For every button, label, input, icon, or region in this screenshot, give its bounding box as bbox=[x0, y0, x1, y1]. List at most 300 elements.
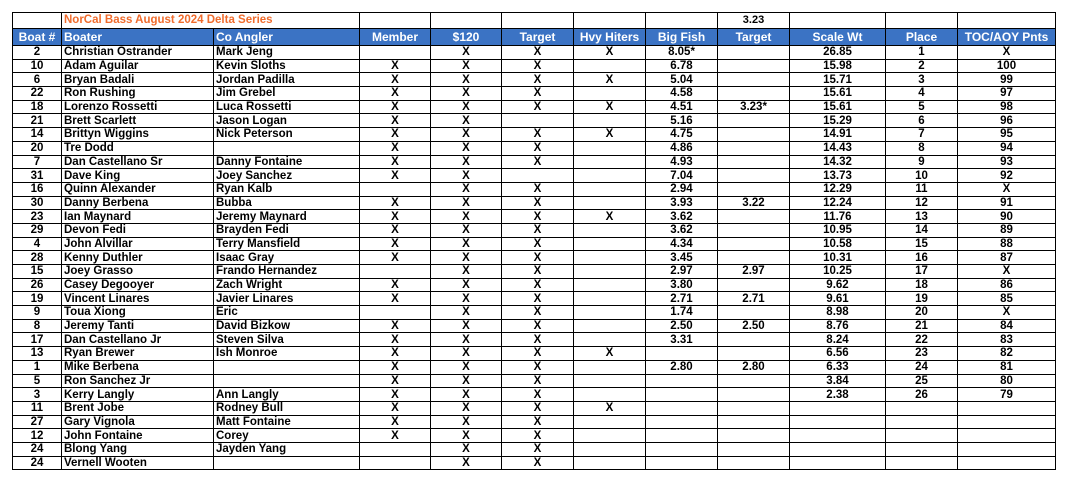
points-cell: X bbox=[958, 265, 1056, 279]
table-row bbox=[13, 169, 1056, 183]
target-2-cell bbox=[718, 456, 790, 470]
table-row bbox=[13, 319, 1056, 333]
points-cell: 89 bbox=[958, 223, 1056, 237]
member-cell: X bbox=[360, 210, 431, 224]
place-cell bbox=[886, 429, 958, 443]
fee-paid-cell: X bbox=[431, 59, 502, 73]
target-cell: X bbox=[502, 442, 574, 456]
fee-paid-cell: X bbox=[431, 306, 502, 320]
scale-wt-cell bbox=[790, 401, 886, 415]
big-fish-cell: 4.34 bbox=[646, 237, 718, 251]
boater-cell: Ron Rushing bbox=[62, 87, 214, 101]
boater-cell: Brett Scarlett bbox=[62, 114, 214, 128]
target-cell: X bbox=[502, 292, 574, 306]
member-cell: X bbox=[360, 401, 431, 415]
target-cell: X bbox=[502, 319, 574, 333]
scale-wt-cell: 8.24 bbox=[790, 333, 886, 347]
big-fish-cell: 5.16 bbox=[646, 114, 718, 128]
place-cell: 8 bbox=[886, 141, 958, 155]
boater-cell: Dave King bbox=[62, 169, 214, 183]
col-header-target-2: Target bbox=[718, 29, 790, 46]
col-header-place: Place bbox=[886, 29, 958, 46]
points-cell: 94 bbox=[958, 141, 1056, 155]
co-angler-cell: Ann Langly bbox=[214, 388, 360, 402]
big-fish-cell bbox=[646, 442, 718, 456]
place-cell: 21 bbox=[886, 319, 958, 333]
big-fish-cell: 2.97 bbox=[646, 265, 718, 279]
target-cell bbox=[502, 169, 574, 183]
col-header-boater: Boater bbox=[62, 29, 214, 46]
fee-paid-cell: X bbox=[431, 388, 502, 402]
place-cell: 26 bbox=[886, 388, 958, 402]
target-2-cell: 3.23* bbox=[718, 100, 790, 114]
fee-paid-cell: X bbox=[431, 87, 502, 101]
boat-number-cell: 21 bbox=[13, 114, 62, 128]
blank-cell bbox=[646, 13, 718, 29]
points-cell: 97 bbox=[958, 87, 1056, 101]
boat-number-cell: 24 bbox=[13, 456, 62, 470]
member-cell bbox=[360, 456, 431, 470]
table-row bbox=[13, 100, 1056, 114]
points-cell bbox=[958, 442, 1056, 456]
boater-cell: John Alvillar bbox=[62, 237, 214, 251]
target-cell: X bbox=[502, 429, 574, 443]
target-2-cell bbox=[718, 223, 790, 237]
boat-number-cell: 1 bbox=[13, 360, 62, 374]
place-cell: 11 bbox=[886, 182, 958, 196]
big-fish-cell: 4.75 bbox=[646, 128, 718, 142]
place-cell: 15 bbox=[886, 237, 958, 251]
co-angler-cell bbox=[214, 374, 360, 388]
col-header-big-fish: Big Fish bbox=[646, 29, 718, 46]
scale-wt-cell: 9.62 bbox=[790, 278, 886, 292]
place-cell: 14 bbox=[886, 223, 958, 237]
boater-cell: Lorenzo Rossetti bbox=[62, 100, 214, 114]
table-row bbox=[13, 87, 1056, 101]
scale-wt-cell: 14.32 bbox=[790, 155, 886, 169]
hvy-hiters-cell bbox=[574, 360, 646, 374]
target-cell: X bbox=[502, 46, 574, 60]
table-row bbox=[13, 73, 1056, 87]
member-cell: X bbox=[360, 347, 431, 361]
points-cell: 98 bbox=[958, 100, 1056, 114]
table-row bbox=[13, 388, 1056, 402]
points-cell bbox=[958, 429, 1056, 443]
table-row bbox=[13, 374, 1056, 388]
target-2-cell bbox=[718, 169, 790, 183]
member-cell bbox=[360, 46, 431, 60]
points-cell bbox=[958, 401, 1056, 415]
boat-number-cell: 13 bbox=[13, 347, 62, 361]
points-cell: 100 bbox=[958, 59, 1056, 73]
hvy-hiters-cell bbox=[574, 223, 646, 237]
place-cell: 9 bbox=[886, 155, 958, 169]
big-fish-cell: 2.71 bbox=[646, 292, 718, 306]
table-row bbox=[13, 251, 1056, 265]
co-angler-cell: Luca Rossetti bbox=[214, 100, 360, 114]
co-angler-cell: Jeremy Maynard bbox=[214, 210, 360, 224]
co-angler-cell: Nick Peterson bbox=[214, 128, 360, 142]
big-fish-cell: 1.74 bbox=[646, 306, 718, 320]
place-cell: 25 bbox=[886, 374, 958, 388]
boat-number-cell: 12 bbox=[13, 429, 62, 443]
co-angler-cell bbox=[214, 360, 360, 374]
hvy-hiters-cell: X bbox=[574, 73, 646, 87]
big-fish-cell: 2.80 bbox=[646, 360, 718, 374]
big-fish-cell: 3.62 bbox=[646, 210, 718, 224]
co-angler-cell bbox=[214, 141, 360, 155]
boat-number-cell: 16 bbox=[13, 182, 62, 196]
table-row bbox=[13, 306, 1056, 320]
boater-cell: Dan Castellano Sr bbox=[62, 155, 214, 169]
target-2-cell bbox=[718, 87, 790, 101]
scale-wt-cell: 15.61 bbox=[790, 100, 886, 114]
table-row bbox=[13, 333, 1056, 347]
place-cell: 23 bbox=[886, 347, 958, 361]
scale-wt-cell: 6.56 bbox=[790, 347, 886, 361]
target-2-cell: 2.71 bbox=[718, 292, 790, 306]
fee-paid-cell: X bbox=[431, 223, 502, 237]
boater-cell: Brent Jobe bbox=[62, 401, 214, 415]
blank-cell bbox=[958, 13, 1056, 29]
header-row bbox=[13, 29, 1056, 46]
scale-wt-cell: 12.24 bbox=[790, 196, 886, 210]
fee-paid-cell: X bbox=[431, 265, 502, 279]
boat-number-cell: 23 bbox=[13, 210, 62, 224]
hvy-hiters-cell bbox=[574, 319, 646, 333]
scale-wt-cell: 15.61 bbox=[790, 87, 886, 101]
target-2-cell bbox=[718, 415, 790, 429]
boat-number-cell: 11 bbox=[13, 401, 62, 415]
place-cell: 6 bbox=[886, 114, 958, 128]
target-2-cell bbox=[718, 278, 790, 292]
scale-wt-cell: 10.31 bbox=[790, 251, 886, 265]
target-2-cell bbox=[718, 114, 790, 128]
member-cell: X bbox=[360, 333, 431, 347]
points-cell: 81 bbox=[958, 360, 1056, 374]
fee-paid-cell: X bbox=[431, 442, 502, 456]
place-cell bbox=[886, 401, 958, 415]
table-row bbox=[13, 210, 1056, 224]
hvy-hiters-cell bbox=[574, 456, 646, 470]
target-2-cell bbox=[718, 429, 790, 443]
scale-wt-cell bbox=[790, 415, 886, 429]
fee-paid-cell: X bbox=[431, 182, 502, 196]
scale-wt-cell bbox=[790, 456, 886, 470]
boater-cell: Christian Ostrander bbox=[62, 46, 214, 60]
boat-number-cell: 7 bbox=[13, 155, 62, 169]
boater-cell: Dan Castellano Jr bbox=[62, 333, 214, 347]
co-angler-cell: Ryan Kalb bbox=[214, 182, 360, 196]
boater-cell: Ian Maynard bbox=[62, 210, 214, 224]
target-cell: X bbox=[502, 415, 574, 429]
target-cell: X bbox=[502, 333, 574, 347]
boater-cell: Danny Berbena bbox=[62, 196, 214, 210]
boat-number-cell: 27 bbox=[13, 415, 62, 429]
scale-wt-cell: 9.61 bbox=[790, 292, 886, 306]
target-cell: X bbox=[502, 265, 574, 279]
boater-cell: Devon Fedi bbox=[62, 223, 214, 237]
target-cell: X bbox=[502, 374, 574, 388]
table-row bbox=[13, 415, 1056, 429]
points-cell: 84 bbox=[958, 319, 1056, 333]
co-angler-cell: Ish Monroe bbox=[214, 347, 360, 361]
table-row bbox=[13, 141, 1056, 155]
table-row bbox=[13, 196, 1056, 210]
scale-wt-cell: 15.98 bbox=[790, 59, 886, 73]
table-row bbox=[13, 347, 1056, 361]
place-cell: 13 bbox=[886, 210, 958, 224]
scale-wt-cell: 3.84 bbox=[790, 374, 886, 388]
member-cell bbox=[360, 265, 431, 279]
co-angler-cell: Jayden Yang bbox=[214, 442, 360, 456]
points-cell: 80 bbox=[958, 374, 1056, 388]
hvy-hiters-cell bbox=[574, 155, 646, 169]
boat-number-cell: 5 bbox=[13, 374, 62, 388]
table-row bbox=[13, 456, 1056, 470]
col-header-member: Member bbox=[360, 29, 431, 46]
member-cell: X bbox=[360, 87, 431, 101]
table-row bbox=[13, 114, 1056, 128]
member-cell: X bbox=[360, 114, 431, 128]
place-cell: 19 bbox=[886, 292, 958, 306]
place-cell: 17 bbox=[886, 265, 958, 279]
member-cell: X bbox=[360, 388, 431, 402]
target-cell: X bbox=[502, 196, 574, 210]
hvy-hiters-cell bbox=[574, 278, 646, 292]
col-header-points: TOC/AOY Pnts bbox=[958, 29, 1056, 46]
fee-paid-cell: X bbox=[431, 114, 502, 128]
co-angler-cell: Jordan Padilla bbox=[214, 73, 360, 87]
co-angler-cell bbox=[214, 456, 360, 470]
boater-cell: Bryan Badali bbox=[62, 73, 214, 87]
scale-wt-cell: 2.38 bbox=[790, 388, 886, 402]
fee-paid-cell: X bbox=[431, 333, 502, 347]
boater-cell: Mike Berbena bbox=[62, 360, 214, 374]
table-row bbox=[13, 59, 1056, 73]
boat-number-cell: 28 bbox=[13, 251, 62, 265]
hvy-hiters-cell: X bbox=[574, 46, 646, 60]
scale-wt-cell: 15.29 bbox=[790, 114, 886, 128]
boat-number-cell: 8 bbox=[13, 319, 62, 333]
hvy-hiters-cell bbox=[574, 306, 646, 320]
points-cell: 91 bbox=[958, 196, 1056, 210]
member-cell: X bbox=[360, 374, 431, 388]
place-cell: 10 bbox=[886, 169, 958, 183]
title-row bbox=[13, 13, 1056, 29]
hvy-hiters-cell bbox=[574, 442, 646, 456]
scale-wt-cell bbox=[790, 442, 886, 456]
boater-cell: Gary Vignola bbox=[62, 415, 214, 429]
blank-cell bbox=[502, 13, 574, 29]
place-cell bbox=[886, 456, 958, 470]
target-cell: X bbox=[502, 237, 574, 251]
fee-paid-cell: X bbox=[431, 278, 502, 292]
big-fish-cell: 4.51 bbox=[646, 100, 718, 114]
hvy-hiters-cell bbox=[574, 374, 646, 388]
table-row bbox=[13, 265, 1056, 279]
table-row bbox=[13, 360, 1056, 374]
boater-cell: Toua Xiong bbox=[62, 306, 214, 320]
target-cell: X bbox=[502, 306, 574, 320]
target-2-cell bbox=[718, 333, 790, 347]
hvy-hiters-cell bbox=[574, 265, 646, 279]
hvy-hiters-cell: X bbox=[574, 347, 646, 361]
place-cell: 24 bbox=[886, 360, 958, 374]
target-cell: X bbox=[502, 182, 574, 196]
fee-paid-cell: X bbox=[431, 128, 502, 142]
co-angler-cell: Frando Hernandez bbox=[214, 265, 360, 279]
co-angler-cell: David Bizkow bbox=[214, 319, 360, 333]
member-cell bbox=[360, 182, 431, 196]
big-fish-cell: 4.86 bbox=[646, 141, 718, 155]
hvy-hiters-cell bbox=[574, 59, 646, 73]
hvy-hiters-cell bbox=[574, 415, 646, 429]
target-2-cell bbox=[718, 210, 790, 224]
member-cell: X bbox=[360, 141, 431, 155]
co-angler-cell: Joey Sanchez bbox=[214, 169, 360, 183]
hvy-hiters-cell bbox=[574, 114, 646, 128]
points-cell: 90 bbox=[958, 210, 1056, 224]
member-cell: X bbox=[360, 415, 431, 429]
target-cell: X bbox=[502, 456, 574, 470]
points-cell: 93 bbox=[958, 155, 1056, 169]
boat-number-cell: 6 bbox=[13, 73, 62, 87]
boater-cell: Ron Sanchez Jr bbox=[62, 374, 214, 388]
place-cell: 5 bbox=[886, 100, 958, 114]
col-header-scale-wt: Scale Wt bbox=[790, 29, 886, 46]
target-cell: X bbox=[502, 155, 574, 169]
target-2-cell bbox=[718, 128, 790, 142]
place-cell: 22 bbox=[886, 333, 958, 347]
boater-cell: Kerry Langly bbox=[62, 388, 214, 402]
member-cell: X bbox=[360, 155, 431, 169]
points-cell: 87 bbox=[958, 251, 1056, 265]
fee-paid-cell: X bbox=[431, 429, 502, 443]
scale-wt-cell: 15.71 bbox=[790, 73, 886, 87]
points-cell: X bbox=[958, 182, 1056, 196]
target-cell: X bbox=[502, 100, 574, 114]
boater-cell: Kenny Duthler bbox=[62, 251, 214, 265]
big-fish-cell bbox=[646, 456, 718, 470]
fee-paid-cell: X bbox=[431, 251, 502, 265]
col-header-co-angler: Co Angler bbox=[214, 29, 360, 46]
fee-paid-cell: X bbox=[431, 155, 502, 169]
co-angler-cell: Javier Linares bbox=[214, 292, 360, 306]
member-cell: X bbox=[360, 360, 431, 374]
big-fish-cell: 8.05* bbox=[646, 46, 718, 60]
big-fish-cell: 4.93 bbox=[646, 155, 718, 169]
boater-cell: Vincent Linares bbox=[62, 292, 214, 306]
big-fish-cell: 3.62 bbox=[646, 223, 718, 237]
place-cell: 4 bbox=[886, 87, 958, 101]
target-2-cell: 3.22 bbox=[718, 196, 790, 210]
boater-cell: Casey Degooyer bbox=[62, 278, 214, 292]
place-cell bbox=[886, 415, 958, 429]
col-header-target: Target bbox=[502, 29, 574, 46]
big-fish-cell: 7.04 bbox=[646, 169, 718, 183]
target-cell: X bbox=[502, 401, 574, 415]
col-header-boat: Boat # bbox=[13, 29, 62, 46]
scale-wt-cell: 14.91 bbox=[790, 128, 886, 142]
hvy-hiters-cell: X bbox=[574, 401, 646, 415]
sheet-title: NorCal Bass August 2024 Delta Series bbox=[62, 13, 360, 29]
target-2-cell bbox=[718, 388, 790, 402]
big-fish-cell bbox=[646, 415, 718, 429]
target-cell: X bbox=[502, 87, 574, 101]
boater-cell: Adam Aguilar bbox=[62, 59, 214, 73]
points-cell bbox=[958, 415, 1056, 429]
co-angler-cell: Jim Grebel bbox=[214, 87, 360, 101]
hvy-hiters-cell bbox=[574, 292, 646, 306]
blank-cell bbox=[431, 13, 502, 29]
table-row bbox=[13, 128, 1056, 142]
blank-cell bbox=[790, 13, 886, 29]
big-fish-cell: 4.58 bbox=[646, 87, 718, 101]
big-fish-cell: 3.31 bbox=[646, 333, 718, 347]
boater-cell: Blong Yang bbox=[62, 442, 214, 456]
boat-number-cell: 15 bbox=[13, 265, 62, 279]
points-cell: 95 bbox=[958, 128, 1056, 142]
big-fish-cell bbox=[646, 429, 718, 443]
member-cell: X bbox=[360, 223, 431, 237]
target-2-cell bbox=[718, 401, 790, 415]
target-cell: X bbox=[502, 59, 574, 73]
hvy-hiters-cell bbox=[574, 388, 646, 402]
fee-paid-cell: X bbox=[431, 196, 502, 210]
boat-number-cell: 19 bbox=[13, 292, 62, 306]
table-row bbox=[13, 278, 1056, 292]
results-table bbox=[12, 12, 1056, 470]
co-angler-cell: Steven Silva bbox=[214, 333, 360, 347]
target-2-cell bbox=[718, 237, 790, 251]
scale-wt-cell: 10.95 bbox=[790, 223, 886, 237]
member-cell bbox=[360, 442, 431, 456]
big-fish-cell: 3.93 bbox=[646, 196, 718, 210]
member-cell: X bbox=[360, 100, 431, 114]
col-header-fee: $120 bbox=[431, 29, 502, 46]
target-2-cell: 2.97 bbox=[718, 265, 790, 279]
table-row bbox=[13, 401, 1056, 415]
fee-paid-cell: X bbox=[431, 319, 502, 333]
co-angler-cell: Matt Fontaine bbox=[214, 415, 360, 429]
target-2-cell bbox=[718, 46, 790, 60]
points-cell: 99 bbox=[958, 73, 1056, 87]
place-cell: 3 bbox=[886, 73, 958, 87]
points-cell: 85 bbox=[958, 292, 1056, 306]
boat-number-cell: 3 bbox=[13, 388, 62, 402]
target-2-cell: 2.80 bbox=[718, 360, 790, 374]
co-angler-cell: Isaac Gray bbox=[214, 251, 360, 265]
co-angler-cell: Terry Mansfield bbox=[214, 237, 360, 251]
points-cell: 79 bbox=[958, 388, 1056, 402]
title-spacer-cell bbox=[13, 13, 62, 29]
big-fish-cell: 3.45 bbox=[646, 251, 718, 265]
hvy-hiters-cell bbox=[574, 251, 646, 265]
table-row bbox=[13, 155, 1056, 169]
fee-paid-cell: X bbox=[431, 210, 502, 224]
boater-cell: Brittyn Wiggins bbox=[62, 128, 214, 142]
target-2-cell bbox=[718, 73, 790, 87]
boat-number-cell: 29 bbox=[13, 223, 62, 237]
place-cell: 20 bbox=[886, 306, 958, 320]
co-angler-cell: Danny Fontaine bbox=[214, 155, 360, 169]
fee-paid-cell: X bbox=[431, 141, 502, 155]
target-2-cell bbox=[718, 306, 790, 320]
co-angler-cell: Brayden Fedi bbox=[214, 223, 360, 237]
boater-cell: Ryan Brewer bbox=[62, 347, 214, 361]
hvy-hiters-cell bbox=[574, 196, 646, 210]
